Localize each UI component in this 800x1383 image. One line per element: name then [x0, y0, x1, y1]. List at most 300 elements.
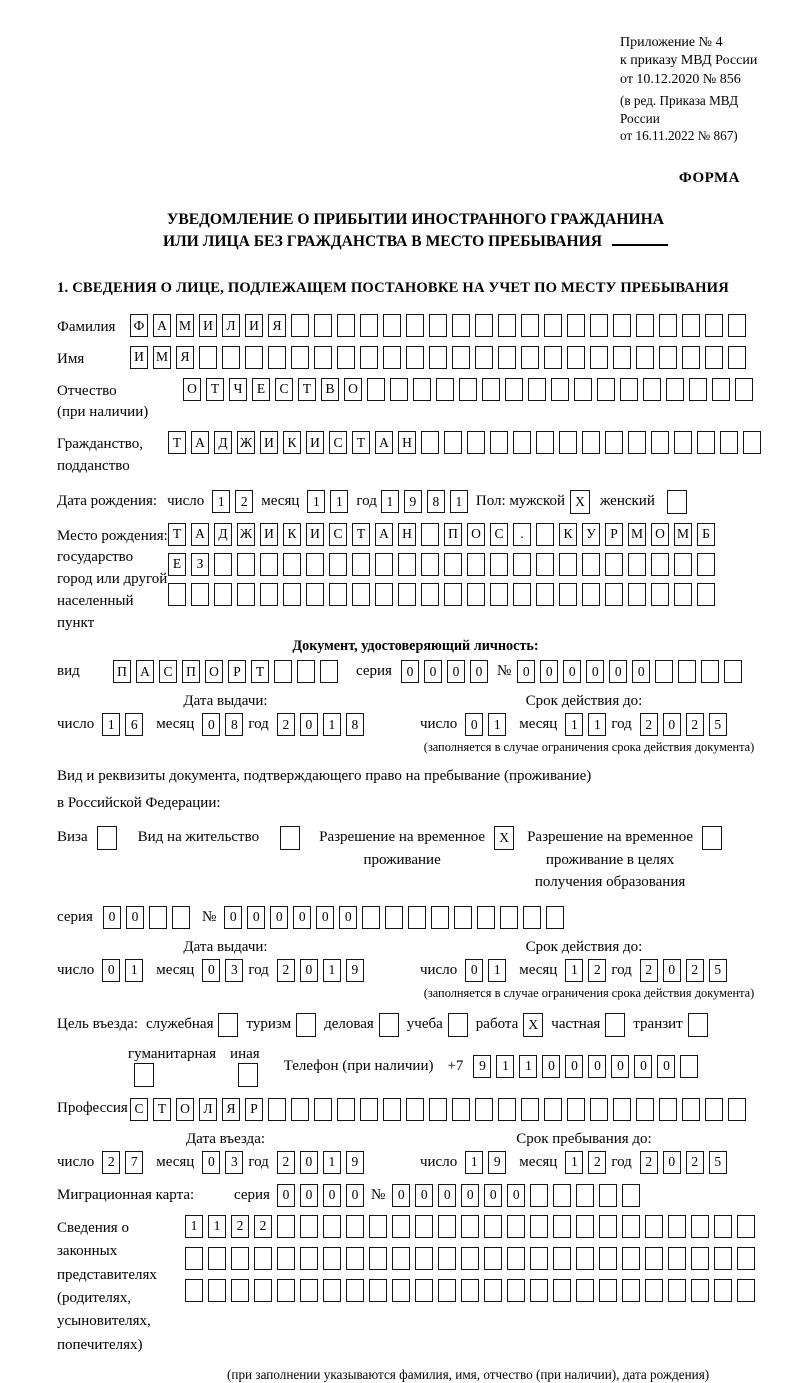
given-name-cell[interactable] [498, 346, 516, 369]
birth-place-cell[interactable] [283, 583, 301, 606]
residence-number-cell[interactable] [385, 906, 403, 929]
birth-place-cell[interactable] [329, 583, 347, 606]
surname-cell[interactable] [291, 314, 309, 337]
surname-cell[interactable] [337, 314, 355, 337]
residence-valid-year-cell[interactable]: 5 [709, 959, 727, 982]
profession-cell[interactable] [337, 1098, 355, 1121]
legal-reps-cell[interactable] [645, 1247, 663, 1270]
doc-number-cell[interactable]: 0 [609, 660, 627, 683]
given-name-cell[interactable] [521, 346, 539, 369]
doc-series-cell[interactable]: 0 [401, 660, 419, 683]
residence-valid-month-cell[interactable]: 1 [565, 959, 583, 982]
legal-reps-cell[interactable] [231, 1279, 249, 1302]
legal-reps-cell[interactable] [323, 1279, 341, 1302]
phone-cell[interactable]: 0 [657, 1055, 675, 1078]
surname-cell[interactable] [728, 314, 746, 337]
legal-reps-cell[interactable] [277, 1247, 295, 1270]
residence-number-cell[interactable]: 0 [247, 906, 265, 929]
residence-series-cell[interactable] [172, 906, 190, 929]
doc-series-cell[interactable]: 0 [424, 660, 442, 683]
birth-place-cell[interactable] [697, 583, 715, 606]
residence-number-cell[interactable] [523, 906, 541, 929]
citizenship-cell[interactable] [720, 431, 738, 454]
legal-reps-cell[interactable] [254, 1279, 272, 1302]
issue-day-cell[interactable]: 1 [102, 713, 120, 736]
stay-year-cell[interactable]: 0 [663, 1151, 681, 1174]
purpose-humanitarian-cell[interactable] [134, 1063, 154, 1087]
residence-series-cell[interactable]: 0 [103, 906, 121, 929]
surname-cell[interactable] [567, 314, 585, 337]
residence-number-cell[interactable] [477, 906, 495, 929]
legal-reps-cell[interactable] [576, 1247, 594, 1270]
purpose-private-cell[interactable] [605, 1013, 625, 1037]
residence-number-cell[interactable] [408, 906, 426, 929]
legal-reps-cell[interactable]: 2 [254, 1215, 272, 1238]
legal-reps-cell[interactable] [392, 1247, 410, 1270]
birth-month-cell[interactable]: 1 [307, 490, 325, 513]
birth-place-cell[interactable] [651, 553, 669, 576]
residence-issue-year-cell[interactable]: 9 [346, 959, 364, 982]
profession-cell[interactable] [521, 1098, 539, 1121]
legal-reps-cell[interactable] [323, 1247, 341, 1270]
sex-female-cell[interactable] [667, 490, 687, 514]
profession-cell[interactable]: О [176, 1098, 194, 1121]
temp-residence-cell[interactable]: X [494, 826, 514, 850]
patronymic-cell[interactable] [505, 378, 523, 401]
legal-reps-cell[interactable] [484, 1215, 502, 1238]
profession-cell[interactable] [728, 1098, 746, 1121]
legal-reps-cell[interactable] [622, 1215, 640, 1238]
birth-place-cell[interactable] [674, 583, 692, 606]
patronymic-cell[interactable] [436, 378, 454, 401]
residence-number-cell[interactable]: 0 [224, 906, 242, 929]
residence-issue-year-cell[interactable]: 1 [323, 959, 341, 982]
given-name-cell[interactable] [544, 346, 562, 369]
given-name-cell[interactable] [406, 346, 424, 369]
residence-number-cell[interactable]: 0 [316, 906, 334, 929]
birth-place-cell[interactable] [260, 583, 278, 606]
birth-place-cell[interactable] [191, 583, 209, 606]
birth-place-cell[interactable] [513, 553, 531, 576]
legal-reps-cell[interactable] [369, 1279, 387, 1302]
doc-type-cell[interactable] [297, 660, 315, 683]
birth-place-cell[interactable] [421, 583, 439, 606]
patronymic-cell[interactable] [413, 378, 431, 401]
patronymic-cell[interactable] [689, 378, 707, 401]
birth-place-cell[interactable] [513, 583, 531, 606]
stay-day-cell[interactable]: 9 [488, 1151, 506, 1174]
citizenship-cell[interactable] [467, 431, 485, 454]
patronymic-cell[interactable]: Ч [229, 378, 247, 401]
legal-reps-cell[interactable] [576, 1279, 594, 1302]
surname-cell[interactable] [544, 314, 562, 337]
surname-cell[interactable] [314, 314, 332, 337]
birth-place-cell[interactable] [237, 583, 255, 606]
stay-month-cell[interactable]: 1 [565, 1151, 583, 1174]
given-name-cell[interactable] [590, 346, 608, 369]
purpose-business-cell[interactable] [379, 1013, 399, 1037]
valid-month-cell[interactable]: 1 [565, 713, 583, 736]
valid-year-cell[interactable]: 2 [640, 713, 658, 736]
birth-place-cell[interactable]: О [467, 523, 485, 546]
birth-day-cell[interactable]: 1 [212, 490, 230, 513]
surname-cell[interactable] [429, 314, 447, 337]
birth-place-cell[interactable]: С [490, 523, 508, 546]
legal-reps-cell[interactable] [553, 1279, 571, 1302]
doc-type-cell[interactable] [320, 660, 338, 683]
stay-year-cell[interactable]: 2 [686, 1151, 704, 1174]
legal-reps-cell[interactable] [185, 1247, 203, 1270]
legal-reps-cell[interactable] [576, 1215, 594, 1238]
issue-year-cell[interactable]: 1 [323, 713, 341, 736]
birth-place-cell[interactable] [674, 553, 692, 576]
legal-reps-cell[interactable] [530, 1279, 548, 1302]
purpose-study-cell[interactable] [448, 1013, 468, 1037]
given-name-cell[interactable] [728, 346, 746, 369]
doc-number-cell[interactable] [724, 660, 742, 683]
birth-place-cell[interactable]: С [329, 523, 347, 546]
legal-reps-cell[interactable] [300, 1247, 318, 1270]
phone-cell[interactable]: 0 [611, 1055, 629, 1078]
citizenship-cell[interactable] [743, 431, 761, 454]
birth-place-cell[interactable] [375, 583, 393, 606]
migration-series-cell[interactable]: 0 [323, 1184, 341, 1207]
birth-year-cell[interactable]: 9 [404, 490, 422, 513]
valid-day-cell[interactable]: 1 [488, 713, 506, 736]
birth-place-cell[interactable] [628, 553, 646, 576]
given-name-cell[interactable] [268, 346, 286, 369]
profession-cell[interactable] [291, 1098, 309, 1121]
phone-cell[interactable]: 1 [519, 1055, 537, 1078]
given-name-cell[interactable] [682, 346, 700, 369]
issue-month-cell[interactable]: 8 [225, 713, 243, 736]
birth-place-cell[interactable] [582, 553, 600, 576]
birth-place-cell[interactable]: Ж [237, 523, 255, 546]
citizenship-cell[interactable]: К [283, 431, 301, 454]
birth-place-cell[interactable]: И [260, 523, 278, 546]
given-name-cell[interactable] [360, 346, 378, 369]
birth-place-cell[interactable]: . [513, 523, 531, 546]
surname-cell[interactable] [590, 314, 608, 337]
birth-place-cell[interactable]: О [651, 523, 669, 546]
profession-cell[interactable]: Р [245, 1098, 263, 1121]
birth-place-cell[interactable] [651, 583, 669, 606]
birth-place-cell[interactable]: М [674, 523, 692, 546]
profession-cell[interactable] [383, 1098, 401, 1121]
citizenship-cell[interactable]: Н [398, 431, 416, 454]
legal-reps-cell[interactable] [277, 1279, 295, 1302]
birth-place-cell[interactable]: Н [398, 523, 416, 546]
doc-type-cell[interactable]: С [159, 660, 177, 683]
legal-reps-cell[interactable] [484, 1279, 502, 1302]
birth-place-cell[interactable] [536, 583, 554, 606]
birth-year-cell[interactable]: 1 [450, 490, 468, 513]
birth-place-cell[interactable]: З [191, 553, 209, 576]
stay-year-cell[interactable]: 5 [709, 1151, 727, 1174]
profession-cell[interactable] [705, 1098, 723, 1121]
legal-reps-cell[interactable] [461, 1247, 479, 1270]
doc-number-cell[interactable] [678, 660, 696, 683]
profession-cell[interactable] [429, 1098, 447, 1121]
profession-cell[interactable] [475, 1098, 493, 1121]
stay-day-cell[interactable]: 1 [465, 1151, 483, 1174]
birth-place-cell[interactable] [398, 583, 416, 606]
stay-month-cell[interactable]: 2 [588, 1151, 606, 1174]
surname-cell[interactable] [636, 314, 654, 337]
birth-place-cell[interactable] [260, 553, 278, 576]
citizenship-cell[interactable] [490, 431, 508, 454]
entry-day-cell[interactable]: 2 [102, 1151, 120, 1174]
patronymic-cell[interactable] [574, 378, 592, 401]
valid-year-cell[interactable]: 2 [686, 713, 704, 736]
surname-cell[interactable] [452, 314, 470, 337]
migration-number-cell[interactable] [576, 1184, 594, 1207]
given-name-cell[interactable]: И [130, 346, 148, 369]
residence-valid-year-cell[interactable]: 0 [663, 959, 681, 982]
legal-reps-cell[interactable] [438, 1279, 456, 1302]
legal-reps-cell[interactable] [691, 1247, 709, 1270]
birth-place-cell[interactable] [329, 553, 347, 576]
issue-day-cell[interactable]: 6 [125, 713, 143, 736]
surname-cell[interactable] [406, 314, 424, 337]
purpose-other-cell[interactable] [238, 1063, 258, 1087]
legal-reps-cell[interactable] [714, 1215, 732, 1238]
profession-cell[interactable] [360, 1098, 378, 1121]
patronymic-cell[interactable]: Т [298, 378, 316, 401]
legal-reps-cell[interactable] [392, 1215, 410, 1238]
birth-place-cell[interactable]: П [444, 523, 462, 546]
citizenship-cell[interactable]: А [191, 431, 209, 454]
migration-series-cell[interactable]: 0 [277, 1184, 295, 1207]
birth-place-cell[interactable] [237, 553, 255, 576]
given-name-cell[interactable] [429, 346, 447, 369]
sex-male-cell[interactable]: X [570, 490, 590, 514]
migration-number-cell[interactable] [530, 1184, 548, 1207]
legal-reps-cell[interactable] [530, 1215, 548, 1238]
surname-cell[interactable] [521, 314, 539, 337]
given-name-cell[interactable] [245, 346, 263, 369]
legal-reps-cell[interactable] [231, 1247, 249, 1270]
birth-place-cell[interactable]: Т [168, 523, 186, 546]
doc-number-cell[interactable]: 0 [517, 660, 535, 683]
legal-reps-cell[interactable] [507, 1215, 525, 1238]
birth-place-cell[interactable] [375, 553, 393, 576]
purpose-transit-cell[interactable] [688, 1013, 708, 1037]
birth-place-cell[interactable] [467, 553, 485, 576]
legal-reps-cell[interactable] [622, 1279, 640, 1302]
doc-type-cell[interactable] [274, 660, 292, 683]
legal-reps-cell[interactable] [461, 1215, 479, 1238]
doc-number-cell[interactable]: 0 [632, 660, 650, 683]
profession-cell[interactable] [682, 1098, 700, 1121]
residence-valid-day-cell[interactable]: 0 [465, 959, 483, 982]
legal-reps-cell[interactable] [300, 1215, 318, 1238]
legal-reps-cell[interactable] [392, 1279, 410, 1302]
profession-cell[interactable] [567, 1098, 585, 1121]
legal-reps-cell[interactable] [208, 1247, 226, 1270]
given-name-cell[interactable]: М [153, 346, 171, 369]
birth-place-cell[interactable] [168, 583, 186, 606]
residence-series-cell[interactable]: 0 [126, 906, 144, 929]
citizenship-cell[interactable]: И [260, 431, 278, 454]
birth-place-cell[interactable]: Д [214, 523, 232, 546]
birth-place-cell[interactable] [444, 583, 462, 606]
migration-series-cell[interactable]: 0 [346, 1184, 364, 1207]
legal-reps-cell[interactable] [346, 1215, 364, 1238]
doc-type-cell[interactable]: О [205, 660, 223, 683]
citizenship-cell[interactable] [536, 431, 554, 454]
citizenship-cell[interactable] [651, 431, 669, 454]
birth-month-cell[interactable]: 1 [330, 490, 348, 513]
given-name-cell[interactable] [567, 346, 585, 369]
doc-type-cell[interactable]: П [182, 660, 200, 683]
residence-number-cell[interactable] [454, 906, 472, 929]
citizenship-cell[interactable] [605, 431, 623, 454]
patronymic-cell[interactable]: В [321, 378, 339, 401]
surname-cell[interactable] [682, 314, 700, 337]
birth-place-cell[interactable]: Р [605, 523, 623, 546]
birth-place-cell[interactable] [582, 583, 600, 606]
legal-reps-cell[interactable] [208, 1279, 226, 1302]
patronymic-cell[interactable] [528, 378, 546, 401]
residence-issue-day-cell[interactable]: 1 [125, 959, 143, 982]
doc-type-cell[interactable]: Т [251, 660, 269, 683]
legal-reps-cell[interactable] [737, 1279, 755, 1302]
legal-reps-cell[interactable] [438, 1247, 456, 1270]
profession-cell[interactable] [406, 1098, 424, 1121]
profession-cell[interactable]: С [130, 1098, 148, 1121]
migration-number-cell[interactable] [622, 1184, 640, 1207]
legal-reps-cell[interactable] [553, 1247, 571, 1270]
surname-cell[interactable] [383, 314, 401, 337]
entry-year-cell[interactable]: 0 [300, 1151, 318, 1174]
birth-place-cell[interactable] [490, 553, 508, 576]
birth-place-cell[interactable] [697, 553, 715, 576]
phone-cell[interactable]: 0 [634, 1055, 652, 1078]
residence-number-cell[interactable]: 0 [293, 906, 311, 929]
citizenship-cell[interactable] [421, 431, 439, 454]
legal-reps-cell[interactable] [415, 1215, 433, 1238]
legal-reps-cell[interactable] [346, 1247, 364, 1270]
residence-valid-year-cell[interactable]: 2 [640, 959, 658, 982]
patronymic-cell[interactable] [597, 378, 615, 401]
doc-number-cell[interactable] [701, 660, 719, 683]
phone-cell[interactable]: 9 [473, 1055, 491, 1078]
surname-cell[interactable]: И [199, 314, 217, 337]
legal-reps-cell[interactable]: 1 [208, 1215, 226, 1238]
birth-place-cell[interactable] [421, 523, 439, 546]
surname-cell[interactable]: Я [268, 314, 286, 337]
birth-place-cell[interactable] [283, 553, 301, 576]
legal-reps-cell[interactable] [553, 1215, 571, 1238]
legal-reps-cell[interactable] [645, 1215, 663, 1238]
patronymic-cell[interactable] [735, 378, 753, 401]
stay-year-cell[interactable]: 2 [640, 1151, 658, 1174]
birth-day-cell[interactable]: 2 [235, 490, 253, 513]
profession-cell[interactable]: Л [199, 1098, 217, 1121]
phone-cell[interactable]: 0 [565, 1055, 583, 1078]
issue-year-cell[interactable]: 8 [346, 713, 364, 736]
citizenship-cell[interactable]: Ж [237, 431, 255, 454]
surname-cell[interactable]: Л [222, 314, 240, 337]
patronymic-cell[interactable] [551, 378, 569, 401]
residence-valid-year-cell[interactable]: 2 [686, 959, 704, 982]
birth-place-cell[interactable]: М [628, 523, 646, 546]
residence-series-cell[interactable] [149, 906, 167, 929]
birth-place-cell[interactable] [444, 553, 462, 576]
residence-issue-day-cell[interactable]: 0 [102, 959, 120, 982]
profession-cell[interactable] [268, 1098, 286, 1121]
residence-issue-year-cell[interactable]: 2 [277, 959, 295, 982]
migration-number-cell[interactable]: 0 [438, 1184, 456, 1207]
legal-reps-cell[interactable] [714, 1247, 732, 1270]
residence-issue-month-cell[interactable]: 0 [202, 959, 220, 982]
given-name-cell[interactable] [659, 346, 677, 369]
profession-cell[interactable]: Т [153, 1098, 171, 1121]
given-name-cell[interactable] [314, 346, 332, 369]
birth-place-cell[interactable] [306, 553, 324, 576]
given-name-cell[interactable] [337, 346, 355, 369]
birth-year-cell[interactable]: 1 [381, 490, 399, 513]
legal-reps-cell[interactable] [691, 1215, 709, 1238]
birth-place-cell[interactable] [352, 583, 370, 606]
doc-type-cell[interactable]: А [136, 660, 154, 683]
legal-reps-cell[interactable] [737, 1215, 755, 1238]
citizenship-cell[interactable]: Т [168, 431, 186, 454]
patronymic-cell[interactable] [482, 378, 500, 401]
citizenship-cell[interactable] [559, 431, 577, 454]
patronymic-cell[interactable]: Е [252, 378, 270, 401]
citizenship-cell[interactable] [628, 431, 646, 454]
birth-place-cell[interactable] [536, 553, 554, 576]
temp-residence-edu-cell[interactable] [702, 826, 722, 850]
residence-number-cell[interactable] [362, 906, 380, 929]
legal-reps-cell[interactable] [438, 1215, 456, 1238]
profession-cell[interactable] [659, 1098, 677, 1121]
doc-series-cell[interactable]: 0 [447, 660, 465, 683]
legal-reps-cell[interactable] [185, 1279, 203, 1302]
patronymic-cell[interactable]: О [344, 378, 362, 401]
surname-cell[interactable] [705, 314, 723, 337]
legal-reps-cell[interactable] [599, 1279, 617, 1302]
given-name-cell[interactable]: Я [176, 346, 194, 369]
surname-cell[interactable]: Ф [130, 314, 148, 337]
purpose-work-cell[interactable]: X [523, 1013, 543, 1037]
legal-reps-cell[interactable] [691, 1279, 709, 1302]
residence-permit-cell[interactable] [280, 826, 300, 850]
doc-number-cell[interactable]: 0 [586, 660, 604, 683]
given-name-cell[interactable] [222, 346, 240, 369]
doc-number-cell[interactable]: 0 [540, 660, 558, 683]
surname-cell[interactable] [475, 314, 493, 337]
profession-cell[interactable] [314, 1098, 332, 1121]
patronymic-cell[interactable]: Т [206, 378, 224, 401]
citizenship-cell[interactable]: Т [352, 431, 370, 454]
profession-cell[interactable] [544, 1098, 562, 1121]
surname-cell[interactable] [498, 314, 516, 337]
profession-cell[interactable] [636, 1098, 654, 1121]
entry-year-cell[interactable]: 9 [346, 1151, 364, 1174]
given-name-cell[interactable] [705, 346, 723, 369]
migration-series-cell[interactable]: 0 [300, 1184, 318, 1207]
phone-cell[interactable]: 0 [588, 1055, 606, 1078]
doc-number-cell[interactable] [655, 660, 673, 683]
surname-cell[interactable]: А [153, 314, 171, 337]
given-name-cell[interactable] [291, 346, 309, 369]
citizenship-cell[interactable] [444, 431, 462, 454]
legal-reps-cell[interactable] [484, 1247, 502, 1270]
surname-cell[interactable] [659, 314, 677, 337]
